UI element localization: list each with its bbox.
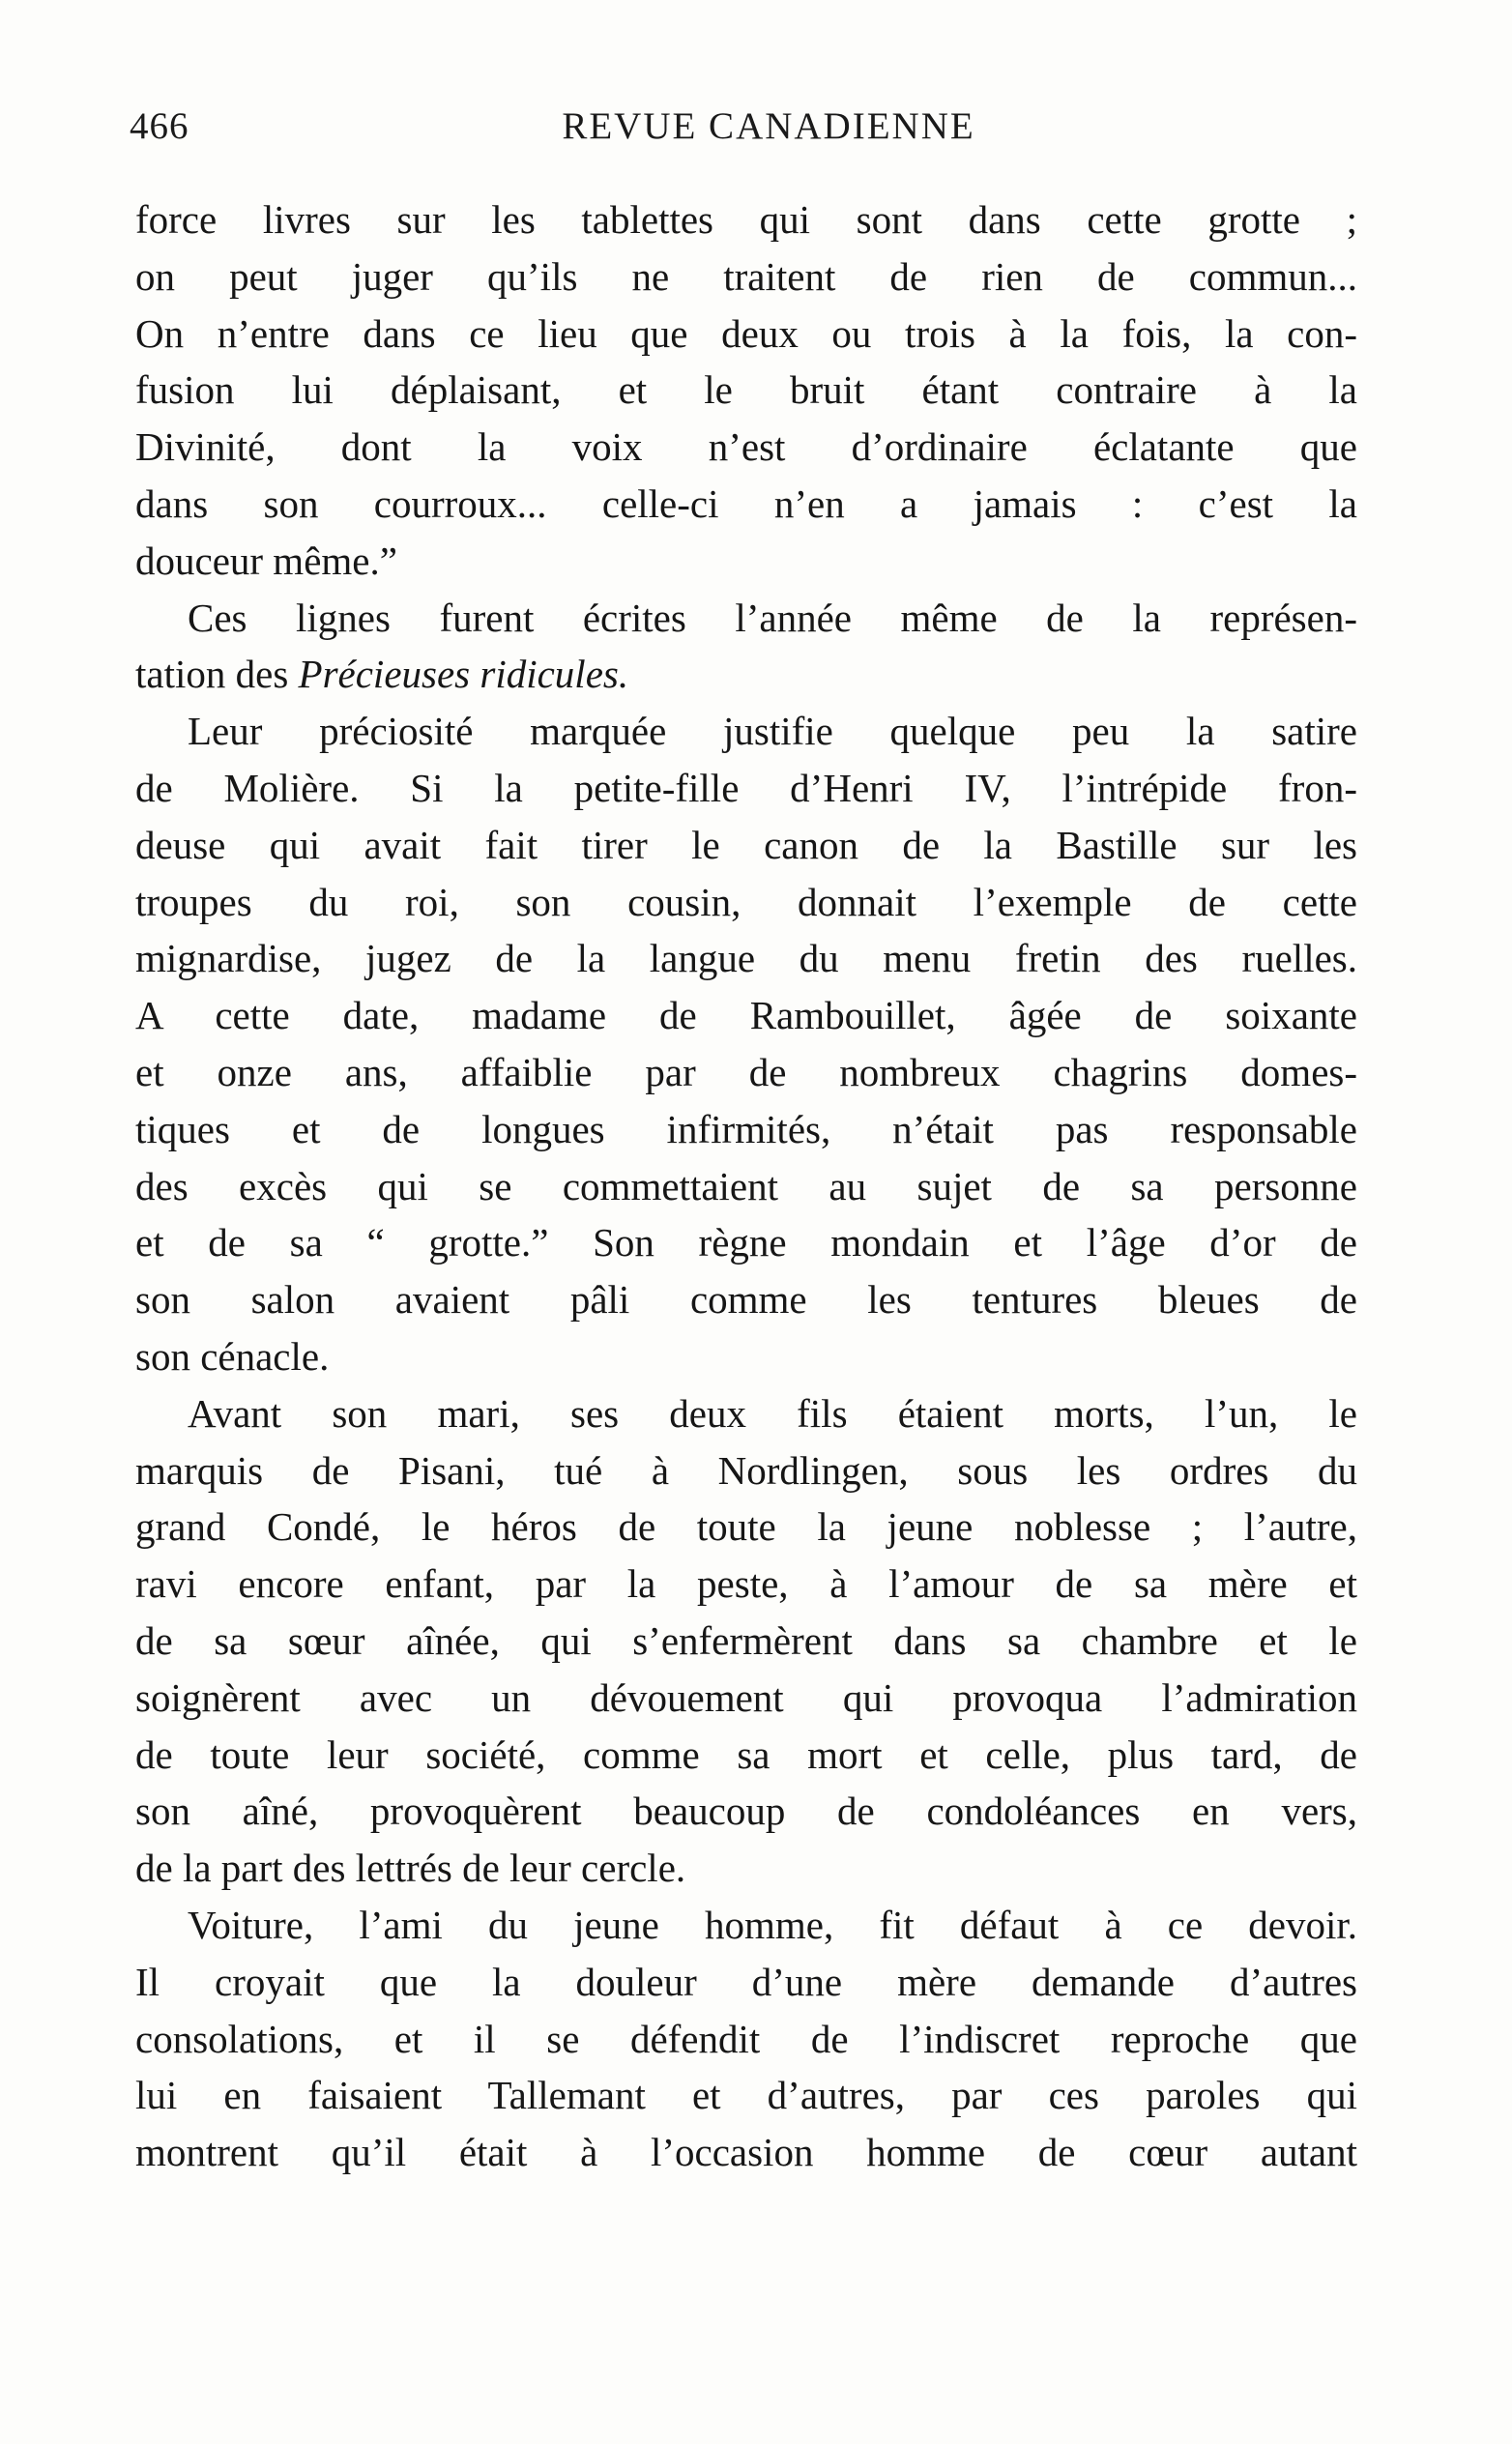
text-line: de la part des lettrés de leur cercle.: [135, 1846, 686, 1891]
page-number: 466: [130, 105, 189, 147]
page-header: [130, 104, 1359, 162]
text-line: dans son courroux... celle-ci n’en a jamais : c’est la: [135, 480, 1357, 526]
text-line: force livres sur les tablettes qui sont dans cette grotte ;: [135, 197, 1357, 242]
text-line: des excès qui se commettaient au sujet de sa personne: [135, 1163, 1357, 1208]
text-line: deuse qui avait fait tirer le canon de la Bastille sur les: [135, 822, 1357, 867]
text-line: Leur préciosité marquée justifie quelque peu la satire: [188, 709, 1357, 754]
text-line: ravi encore enfant, par la peste, à l’amour de sa mère et: [135, 1561, 1357, 1607]
text-line: douceur même.”: [135, 538, 397, 583]
text-line: troupes du roi, son cousin, donnait l’exemple de cette: [135, 879, 1357, 924]
text-line: marquis de Pisani, tué à Nordlingen, sous les ordres du: [135, 1447, 1357, 1493]
text-line: Il croyait que la douleur d’une mère demande d’autres: [135, 1959, 1357, 2004]
text-line: de toute leur société, comme sa mort et celle, plus tard, de: [135, 1731, 1357, 1777]
text-line: consolations, et il se défendit de l’indiscret reproche que: [135, 2016, 1357, 2061]
text-fragment: tation des: [135, 652, 299, 697]
text-line: grand Condé, le héros de toute la jeune noblesse ; l’autre,: [135, 1504, 1357, 1550]
italic-title: Précieuses ridicules.: [298, 652, 629, 697]
paragraph: [135, 1385, 1357, 1897]
text-line: lui en faisaient Tallemant et d’autres, par ces paroles qui: [135, 2073, 1357, 2118]
body-text: [135, 191, 1357, 2181]
text-line: on peut juger qu’ils ne traitent de rien de commun...: [135, 253, 1357, 299]
text-line: son salon avaient pâli comme les tentures bleues de: [135, 1277, 1357, 1323]
text-line: [135, 646, 1357, 703]
text-line: soignèrent avec un dévouement qui provoqua l’admiration: [135, 1674, 1357, 1720]
running-title: REVUE CANADIENNE: [562, 105, 975, 147]
text-line: de sa sœur aînée, qui s’enfermèrent dans sa chambre et le: [135, 1617, 1357, 1663]
text-line: et onze ans, affaiblie par de nombreux chagrins domes-: [135, 1049, 1357, 1094]
text-line: mignardise, jugez de la langue du menu fretin des ruelles.: [135, 936, 1357, 981]
text-line: tiques et de longues infirmités, n’était pas responsable: [135, 1106, 1357, 1151]
text-line: Ces lignes furent écrites l’année même de la représen-: [188, 595, 1357, 640]
paragraph-quote-continuation: [135, 191, 1357, 590]
text-line: et de sa “ grotte.” Son règne mondain et l’âge d’or de: [135, 1220, 1357, 1266]
text-line: Avant son mari, ses deux fils étaient morts, l’un, le: [188, 1390, 1357, 1436]
text-line: fusion lui déplaisant, et le bruit étant contraire à la: [135, 367, 1357, 413]
text-line: montrent qu’il était à l’occasion homme de cœur autant: [135, 2130, 1357, 2175]
text-line: Divinité, dont la voix n’est d’ordinaire éclatante que: [135, 424, 1357, 470]
text-line: son cénacle.: [135, 1333, 330, 1379]
text-line: Voiture, l’ami du jeune homme, fit défaut à ce devoir.: [188, 1902, 1357, 1947]
text-line: son aîné, provoquèrent beaucoup de condoléances en vers,: [135, 1789, 1357, 1834]
paragraph: [135, 1897, 1357, 2181]
text-line: A cette date, madame de Rambouillet, âgée de soixante: [135, 993, 1357, 1038]
text-line: On n’entre dans ce lieu que deux ou trois à la fois, la con-: [135, 310, 1357, 356]
paragraph: [135, 703, 1357, 1385]
text-line: de Molière. Si la petite-fille d’Henri IV, l’intrépide fron-: [135, 765, 1357, 810]
paragraph: [135, 590, 1357, 704]
